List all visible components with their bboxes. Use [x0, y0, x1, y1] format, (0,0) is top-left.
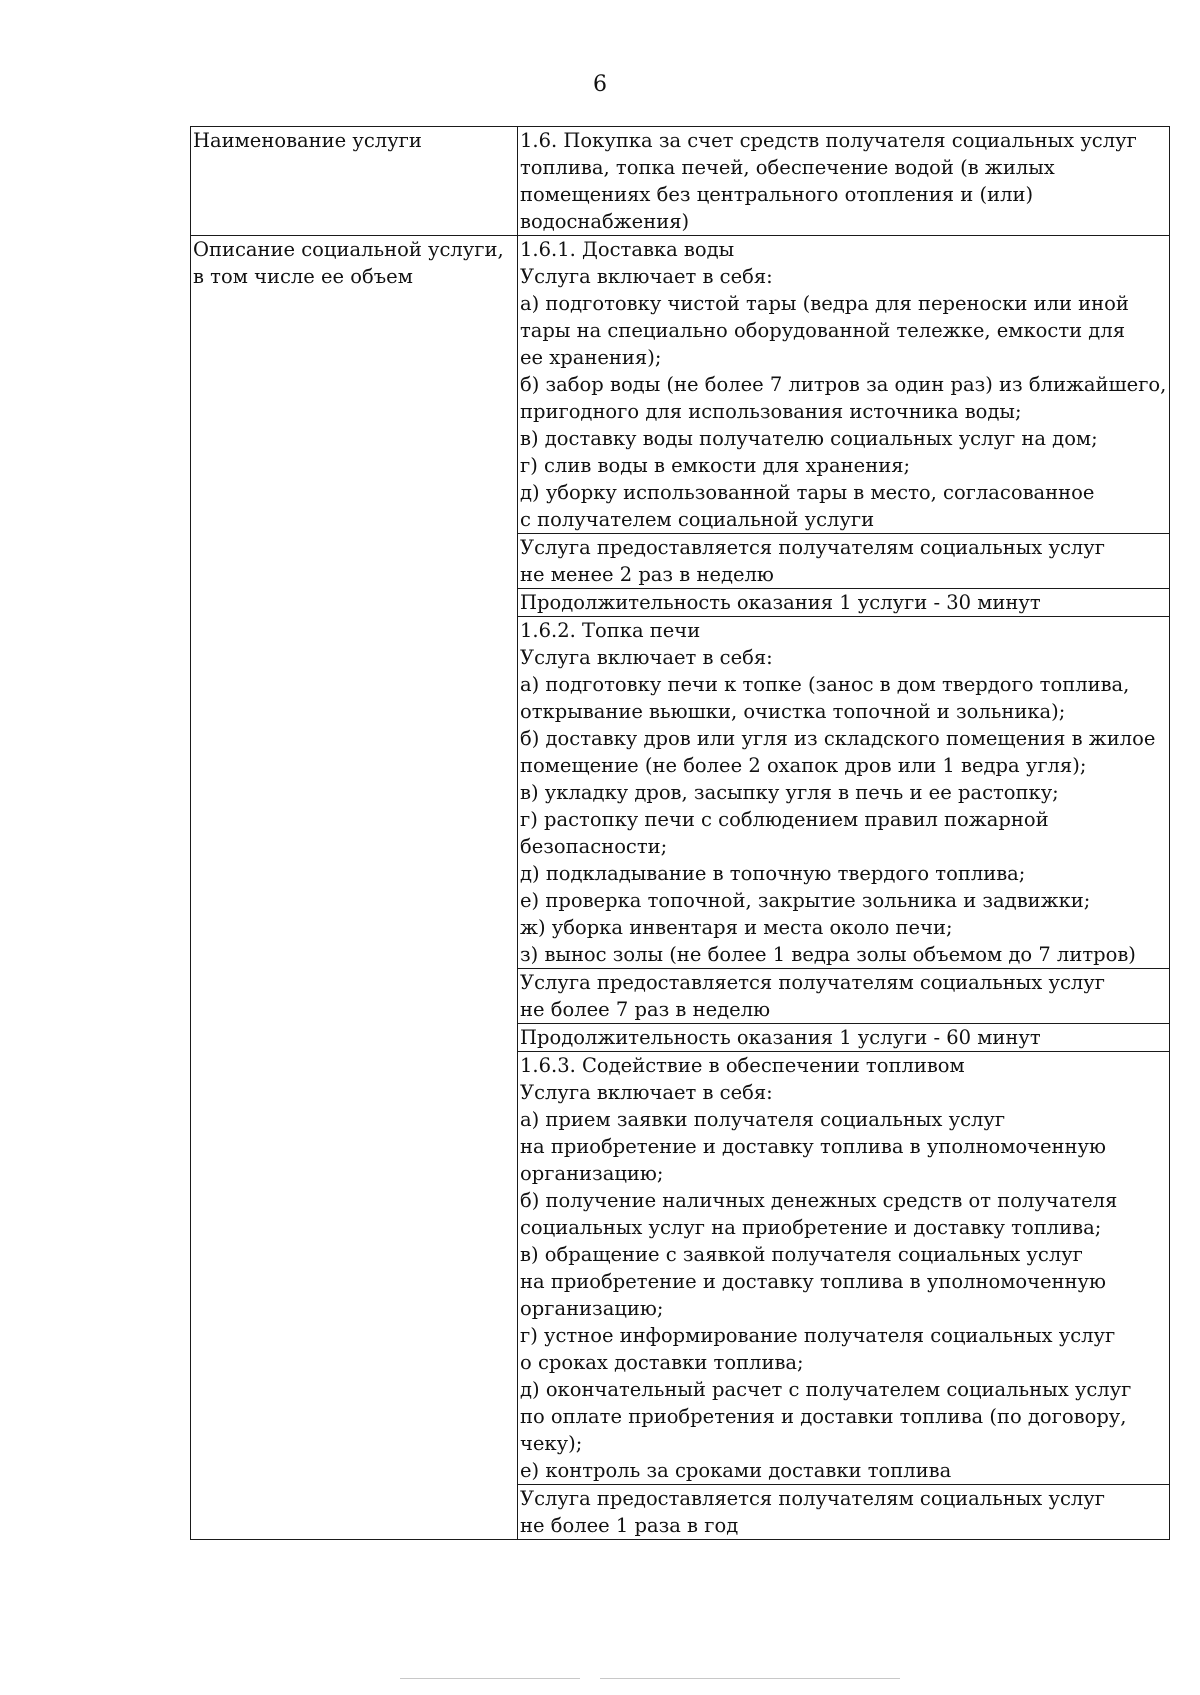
text-line: 1.6.1. Доставка воды [520, 238, 735, 261]
scan-artifact [400, 1678, 580, 1679]
text-line: Описание социальной услуги, [193, 238, 504, 261]
text-line: помещениях без центрального отопления и (или) [520, 183, 1034, 206]
text-line: е) проверка топочной, закрытие зольника и задвижки; [520, 889, 1091, 912]
text-line: тары на специально оборудованной тележке, емкости для [520, 319, 1126, 342]
text-line: Услуга включает в себя: [520, 1081, 773, 1104]
text-line: организацию; [520, 1297, 664, 1320]
text-line: а) подготовку печи к топке (занос в дом твердого топлива, [520, 673, 1130, 696]
text-line: с получателем социальной услуги [520, 508, 875, 531]
text-line: пригодного для использования источника воды; [520, 400, 1022, 423]
description-label [191, 236, 518, 1540]
text-line: открывание вьюшки, очистка топочной и зольника); [520, 700, 1066, 723]
description-block [518, 236, 1170, 534]
text-line: г) растопку печи с соблюдением правил пожарной [520, 808, 1049, 831]
text-line: г) устное информирование получателя социальных услуг [520, 1324, 1116, 1347]
text-line: о сроках доставки топлива; [520, 1351, 804, 1374]
text-line: социальных услуг на приобретение и доставку топлива; [520, 1216, 1102, 1239]
text-line: б) доставку дров или угля из складского помещения в жилое [520, 727, 1156, 750]
description-row [191, 236, 1170, 534]
description-block [518, 1024, 1170, 1052]
service-name-row [191, 127, 1170, 236]
text-line: Услуга предоставляется получателям социальных услуг [520, 971, 1105, 994]
text-line: а) прием заявки получателя социальных услуг [520, 1108, 1006, 1131]
text-line: д) подкладывание в топочную твердого топлива; [520, 862, 1026, 885]
text-line: организацию; [520, 1162, 664, 1185]
page-number: 6 [593, 72, 607, 97]
text-line: по оплате приобретения и доставки топлива (по договору, [520, 1405, 1127, 1428]
text-line: Продолжительность оказания 1 услуги - 30 минут [520, 591, 1041, 614]
text-line: помещение (не более 2 охапок дров или 1 ведра угля); [520, 754, 1087, 777]
text-line: е) контроль за сроками доставки топлива [520, 1459, 952, 1482]
text-line: г) слив воды в емкости для хранения; [520, 454, 911, 477]
scan-artifact [600, 1678, 900, 1679]
text-line: ж) уборка инвентаря и места около печи; [520, 916, 953, 939]
text-line: д) уборку использованной тары в место, согласованное [520, 481, 1095, 504]
text-line: на приобретение и доставку топлива в уполномоченную [520, 1270, 1106, 1293]
service-table [190, 126, 1170, 1540]
service-name-label: Наименование услуги [191, 127, 518, 236]
description-block [518, 969, 1170, 1024]
text-line: в том числе ее объем [193, 265, 413, 288]
text-line: б) забор воды (не более 7 литров за один раз) из ближайшего, [520, 373, 1167, 396]
text-line: б) получение наличных денежных средств от получателя [520, 1189, 1118, 1212]
text-line: не более 1 раза в год [520, 1514, 739, 1537]
text-line: в) обращение с заявкой получателя социальных услуг [520, 1243, 1083, 1266]
text-line: а) подготовку чистой тары (ведра для переноски или иной [520, 292, 1129, 315]
text-line: з) вынос золы (не более 1 ведра золы объемом до 7 литров) [520, 943, 1136, 966]
text-line: не более 7 раз в неделю [520, 998, 771, 1021]
text-line: топлива, топка печей, обеспечение водой (в жилых [520, 156, 1055, 179]
text-line: Продолжительность оказания 1 услуги - 60 минут [520, 1026, 1041, 1049]
text-line: ее хранения); [520, 346, 662, 369]
text-line: 1.6.3. Содействие в обеспечении топливом [520, 1054, 965, 1077]
description-block [518, 1052, 1170, 1485]
text-line: на приобретение и доставку топлива в уполномоченную [520, 1135, 1106, 1158]
text-line: д) окончательный расчет с получателем социальных услуг [520, 1378, 1132, 1401]
text-line: в) доставку воды получателю социальных услуг на дом; [520, 427, 1098, 450]
text-line: Услуга включает в себя: [520, 265, 773, 288]
description-block [518, 534, 1170, 589]
text-line: безопасности; [520, 835, 668, 858]
text-line: Услуга предоставляется получателям социальных услуг [520, 1487, 1105, 1510]
description-block [518, 617, 1170, 969]
service-name-value [518, 127, 1170, 236]
text-line: в) укладку дров, засыпку угля в печь и ее растопку; [520, 781, 1059, 804]
text-line: не менее 2 раз в неделю [520, 563, 774, 586]
text-line: 1.6. Покупка за счет средств получателя социальных услуг [520, 129, 1137, 152]
text-line: чеку); [520, 1432, 583, 1455]
text-line: водоснабжения) [520, 210, 690, 233]
text-line: 1.6.2. Топка печи [520, 619, 701, 642]
text-line: Услуга предоставляется получателям социальных услуг [520, 536, 1105, 559]
description-block [518, 589, 1170, 617]
description-block [518, 1485, 1170, 1540]
text-line: Услуга включает в себя: [520, 646, 773, 669]
